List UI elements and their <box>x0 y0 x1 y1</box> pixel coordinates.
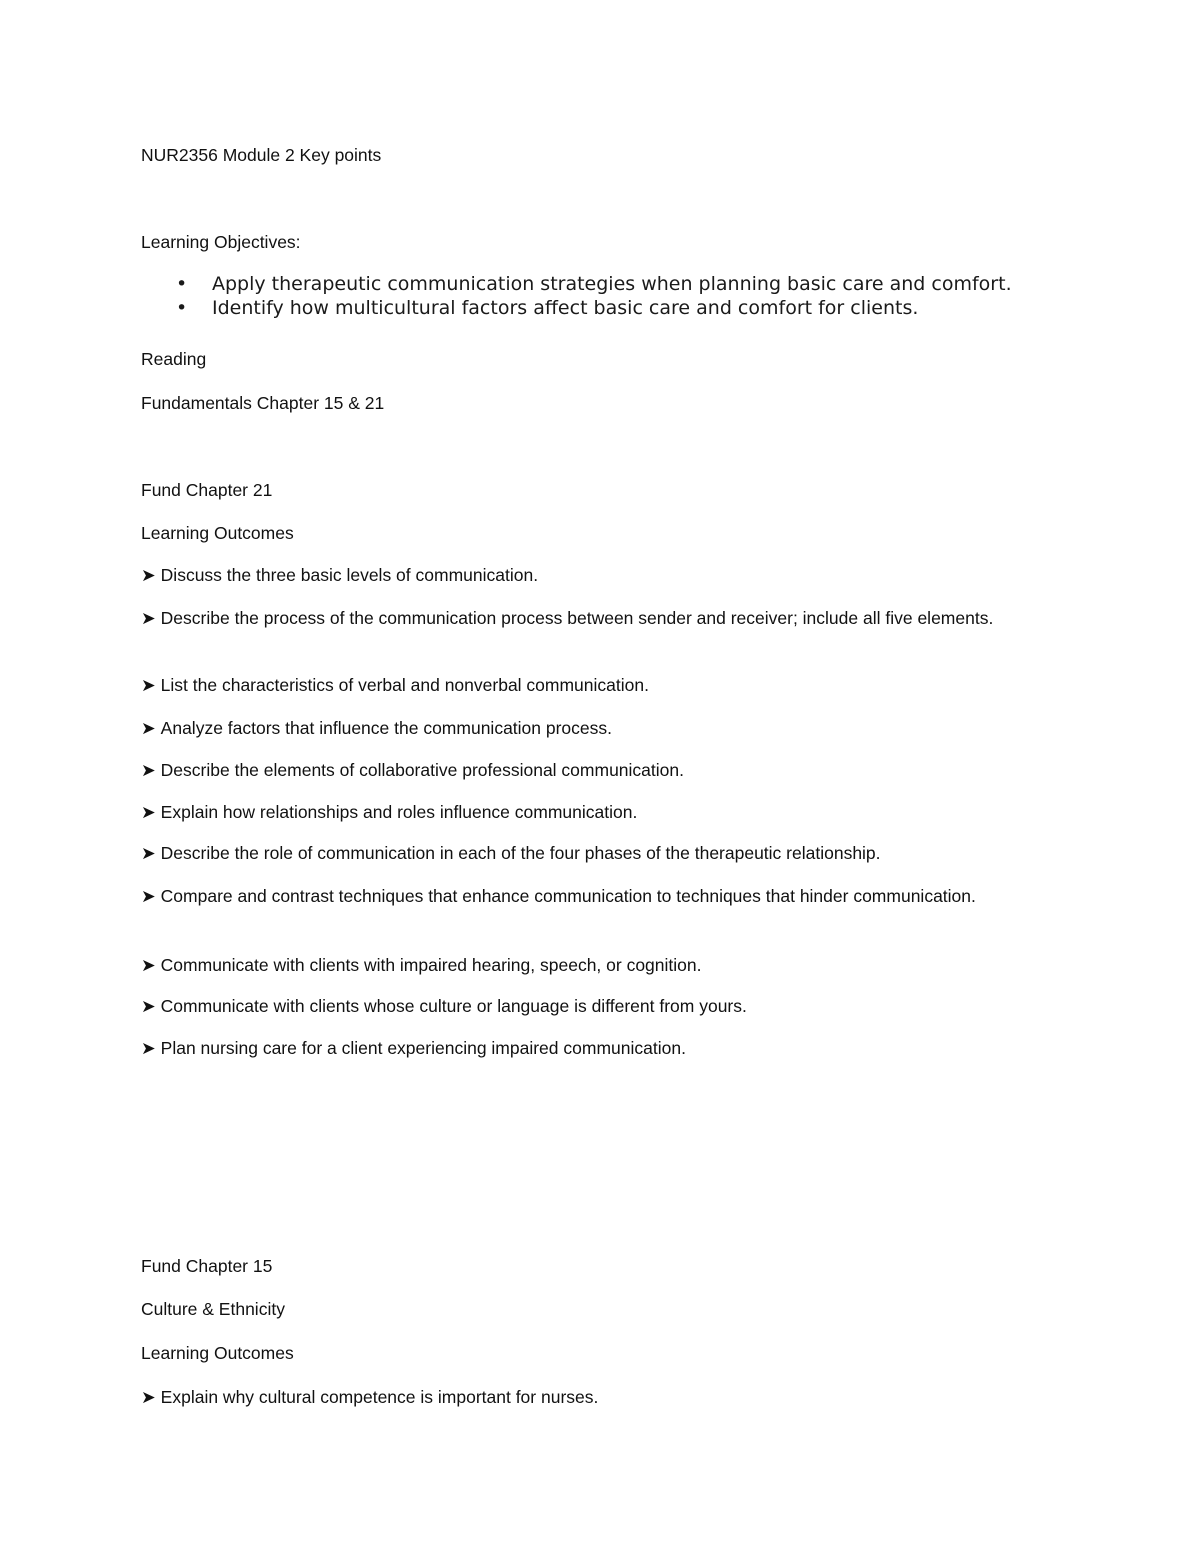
chapter15-heading: Fund Chapter 15 <box>141 1256 273 1276</box>
chapter21-heading: Fund Chapter 21 <box>141 480 273 500</box>
outcome-text: Analyze factors that influence the communication process. <box>160 718 613 738</box>
arrow-icon: ➤ <box>141 802 156 822</box>
outcome-item <box>141 883 1041 910</box>
outcome-item <box>141 840 881 867</box>
arrow-icon: ➤ <box>141 608 156 628</box>
objective-item <box>172 296 1032 320</box>
arrow-icon: ➤ <box>141 718 156 738</box>
arrow-icon: ➤ <box>141 675 156 695</box>
outcome-text: Explain why cultural competence is important for nurses. <box>160 1387 599 1407</box>
bullet-icon: • <box>176 273 188 295</box>
outcome-item <box>141 715 612 742</box>
objectives-list <box>172 272 1032 320</box>
outcome-item <box>141 1384 598 1411</box>
outcome-item <box>141 562 538 589</box>
objective-text: Identify how multicultural factors affect basic care and comfort for clients. <box>212 297 919 319</box>
arrow-icon: ➤ <box>141 955 156 975</box>
outcome-text: Communicate with clients whose culture or language is different from yours. <box>160 996 747 1016</box>
objective-text: Apply therapeutic communication strategies when planning basic care and comfort. <box>212 273 1012 295</box>
arrow-icon: ➤ <box>141 843 156 863</box>
outcome-item <box>141 672 649 699</box>
outcome-text: Explain how relationships and roles influence communication. <box>160 802 638 822</box>
outcome-item <box>141 605 1041 632</box>
reading-text: Fundamentals Chapter 15 & 21 <box>141 393 385 413</box>
bullet-icon: • <box>176 297 188 319</box>
objectives-heading: Learning Objectives: <box>141 232 301 252</box>
arrow-icon: ➤ <box>141 1387 156 1407</box>
outcome-text: Plan nursing care for a client experiencing impaired communication. <box>160 1038 686 1058</box>
outcome-item <box>141 952 702 979</box>
outcome-text: Describe the process of the communication process between sender and receiver; include all five elements. <box>160 608 994 628</box>
outcome-text: Discuss the three basic levels of communication. <box>160 565 539 585</box>
arrow-icon: ➤ <box>141 565 156 585</box>
outcome-text: Compare and contrast techniques that enhance communication to techniques that hinder communication. <box>160 886 976 906</box>
chapter15-subheading: Culture & Ethnicity <box>141 1299 285 1319</box>
outcome-item <box>141 1035 686 1062</box>
outcome-item <box>141 993 747 1020</box>
arrow-icon: ➤ <box>141 886 156 906</box>
outcome-text: Describe the role of communication in each of the four phases of the therapeutic relationship. <box>160 843 881 863</box>
outcome-text: List the characteristics of verbal and nonverbal communication. <box>160 675 649 695</box>
reading-heading: Reading <box>141 349 207 369</box>
outcome-item <box>141 799 637 826</box>
outcome-text: Communicate with clients with impaired hearing, speech, or cognition. <box>160 955 702 975</box>
outcome-item <box>141 757 684 784</box>
objective-item <box>172 272 1032 296</box>
arrow-icon: ➤ <box>141 1038 156 1058</box>
arrow-icon: ➤ <box>141 760 156 780</box>
arrow-icon: ➤ <box>141 996 156 1016</box>
chapter21-outcomes-heading: Learning Outcomes <box>141 523 294 543</box>
outcome-text: Describe the elements of collaborative professional communication. <box>160 760 684 780</box>
chapter15-outcomes-heading: Learning Outcomes <box>141 1343 294 1363</box>
document-title: NUR2356 Module 2 Key points <box>141 145 382 165</box>
